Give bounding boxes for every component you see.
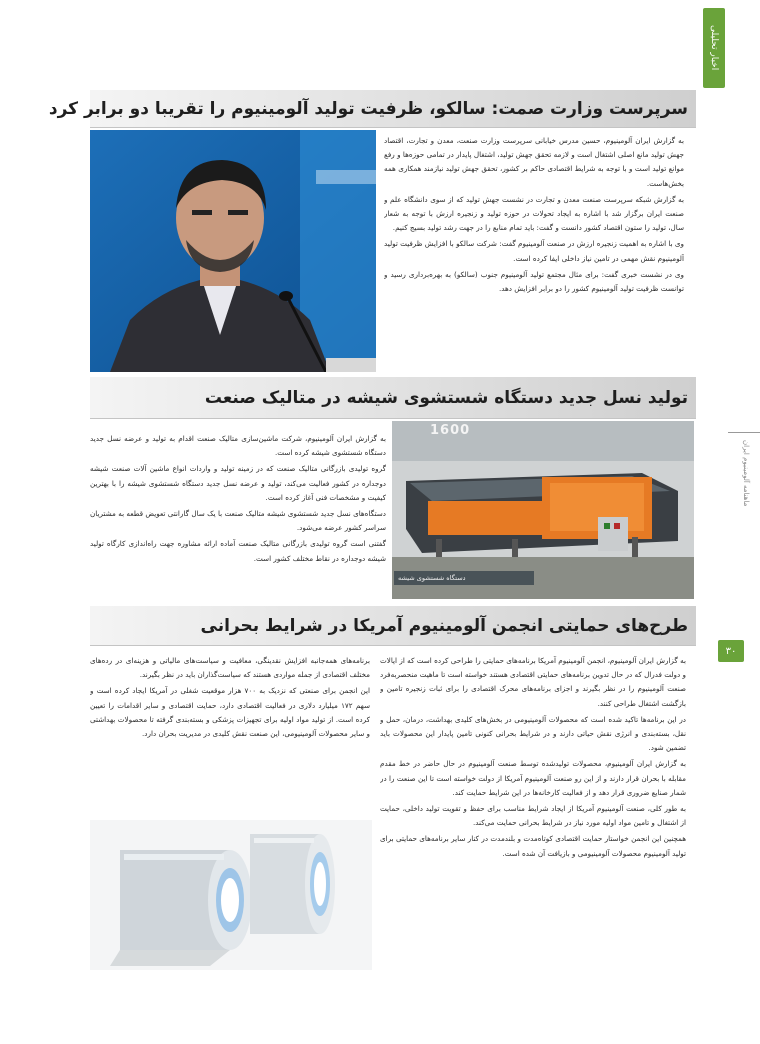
article1-headline: سرپرست وزارت صمت: سالکو، ظرفیت تولید آلومینیوم را تقریبا دو برابر کرد bbox=[48, 98, 688, 119]
article3-paragraph: در این برنامه‌ها تاکید شده است که محصولات آلومینیومی در بخش‌های کلیدی بهداشت، درمان، حمل و نقل، بسته‌بندی و انرژی نقش حیاتی دارند و در شرایط بحرانی کنونی تامین پایدار این محصولات باید تضمین شود. bbox=[380, 714, 686, 753]
article2-body bbox=[90, 432, 386, 598]
article3-photo bbox=[90, 820, 372, 970]
page-number: ۳۰ bbox=[718, 640, 744, 662]
article3-paragraph: به گزارش ایران آلومینیوم، محصولات تولیدشده توسط صنعت آلومینیوم در حال حاضر در خط مقدم مقابله با بحران قرار دارند و از این رو صنعت آلومینیوم آمریکا از دولت خواسته است تا این صنعت را در شمار صنایع ضروری قرار دهد و از فعالیت کارخانه‌ها در این شرایط حمایت کند. bbox=[380, 759, 686, 797]
article1-photo bbox=[90, 130, 376, 372]
article3-headline-bar bbox=[90, 606, 696, 646]
article2-paragraph: به گزارش ایران آلومینیوم، شرکت ماشین‌سازی متالیک صنعت اقدام به تولید و عرضه نسل جدید دستگاه شستشوی شیشه کرده است. bbox=[90, 434, 386, 458]
side-caption: ماهنامه آلومینیوم ایران bbox=[742, 440, 750, 507]
article2-paragraph: گروه تولیدی بازرگانی متالیک صنعت که در زمینه تولید و واردات انواع ماشین آلات صنعت شیشه دوجداره در کشور فعالیت می‌کند، تولید و عرضه نسل جدید دستگاه شستشوی شیشه را با بهترین کیفیت و مشخصات فنی آغاز کرده است. bbox=[90, 464, 386, 502]
machine-model-label: 1600 bbox=[430, 423, 471, 438]
article1-paragraph: وی در نشست خبری گفت: برای مثال مجتمع تولید آلومینیوم جنوب (سالکو) به بهره‌برداری رسید و توانست ظرفیت تولید آلومینیوم کشور را دو برابر افزایش دهد. bbox=[384, 269, 684, 294]
section-tab: اخبار تحلیلی bbox=[703, 8, 725, 88]
article2-paragraph: گفتنی است گروه تولیدی بازرگانی متالیک صنعت آماده ارائه مشاوره جهت راه‌اندازی کارگاه تولید شیشه دوجداره در نقاط مختلف کشور است. bbox=[90, 539, 386, 563]
article2-photo-caption: دستگاه شستشوی شیشه bbox=[398, 574, 466, 582]
article1-headline-bar bbox=[48, 90, 696, 128]
article2-photo bbox=[392, 421, 694, 599]
article3-paragraph: این انجمن برای صنعتی که نزدیک به ۷۰۰ هزار موقعیت شغلی در آمریکا ایجاد کرده است و سهم ۱۷۲ میلیارد دلاری در فعالیت اقتصادی دارد، حمایت اقتصادی و سایر اقدامات را تعیین کرده است. از تولید مواد اولیه برای تجهیزات پزشکی و بسته‌بندی گرفته تا محصولات بهداشتی و سایر محصولات آلومینیومی، این صنعت نقش کلیدی در مدیریت بحران دارد. bbox=[90, 686, 370, 739]
article2-headline: تولید نسل جدید دستگاه شستشوی شیشه در متالیک صنعت bbox=[204, 387, 688, 408]
article3-headline: طرح‌های حمایتی انجمن آلومینیوم آمریکا در شرایط بحرانی bbox=[200, 615, 688, 636]
article3-right-column bbox=[380, 654, 686, 990]
article1-paragraph: به گزارش شبکه سرپرست صنعت معدن و تجارت در نشست جهش تولید که از سوی دانشگاه علم و صنعت ایران برگزار شد با اشاره به ایجاد تحولات در حوزه تولید و زنجیره ارزش با توجه به شعار سال، تولید را ستون اقتصاد کشور دانست و گفت: باید تمام منابع را در جهت رشد تولید بسیج کنیم. bbox=[384, 194, 684, 233]
article1-paragraph: به گزارش ایران آلومینیوم، حسین مدرس خیابانی سرپرست وزارت صنعت، معدن و تجارت، اقتصاد جهش تولید مانع اصلی اشتغال است و لازمه تحقق جهش تولید، اشتغال پایدار در تمامی حوزه‌ها و رفع موانع تولید است و با توجه به شرایط اقتصادی حاکم بر کشور، تحقق جهش تولید نیازمند همکاری همه بخش‌هاست. bbox=[384, 136, 684, 188]
article1-paragraph: وی با اشاره به اهمیت زنجیره ارزش در صنعت آلومینیوم گفت: شرکت سالکو با افزایش ظرفیت تولید آلومینیوم نقش مهمی در تامین نیاز داخلی ایفا کرده است. bbox=[384, 239, 684, 263]
article3-left-column bbox=[90, 654, 370, 814]
article2-headline-bar bbox=[90, 377, 696, 419]
article1-body bbox=[384, 134, 684, 370]
side-divider bbox=[728, 432, 760, 433]
article3-paragraph: برنامه‌های همه‌جانبه افزایش نقدینگی، معافیت و سیاست‌های مالیاتی و هزینه‌ای در رده‌های مختلف اقتصادی از جمله مواردی هستند که سیاست‌گذاران باید در نظر بگیرند. bbox=[90, 656, 370, 680]
article2-paragraph: دستگاه‌های نسل جدید شستشوی شیشه متالیک صنعت با یک سال گارانتی تعویض قطعه به مشتریان سراسر کشور عرضه می‌شود. bbox=[90, 509, 386, 533]
article3-paragraph: به طور کلی، صنعت آلومینیوم آمریکا از ایجاد شرایط مناسب برای حفظ و تقویت تولید داخلی، حمایت از اشتغال و تامین مواد اولیه مورد نیاز در شرایط بحرانی حمایت می‌کند. bbox=[380, 804, 686, 828]
article3-paragraph: همچنین این انجمن خواستار حمایت اقتصادی کوتاه‌مدت و بلندمدت در کنار سایر برنامه‌های حمایتی برای تولید آلومینیوم محصولات آلومینیومی و بازیافت آن شده است. bbox=[380, 834, 686, 858]
article3-paragraph: به گزارش ایران آلومینیوم، انجمن آلومینیوم آمریکا برنامه‌های حمایتی را طراحی کرده است که از ایالات و دولت فدرال که در حال تدوین برنامه‌های حمایتی اقتصادی هستند خواسته است تا ماهیت منحصربه‌فرد صنعت آلومینیوم را در نظر بگیرند و اجزای برنامه‌های محرک اقتصادی را برای ثبات زنجیره تامین و بازگشت اشتغال طراحی کنند. bbox=[380, 656, 686, 708]
